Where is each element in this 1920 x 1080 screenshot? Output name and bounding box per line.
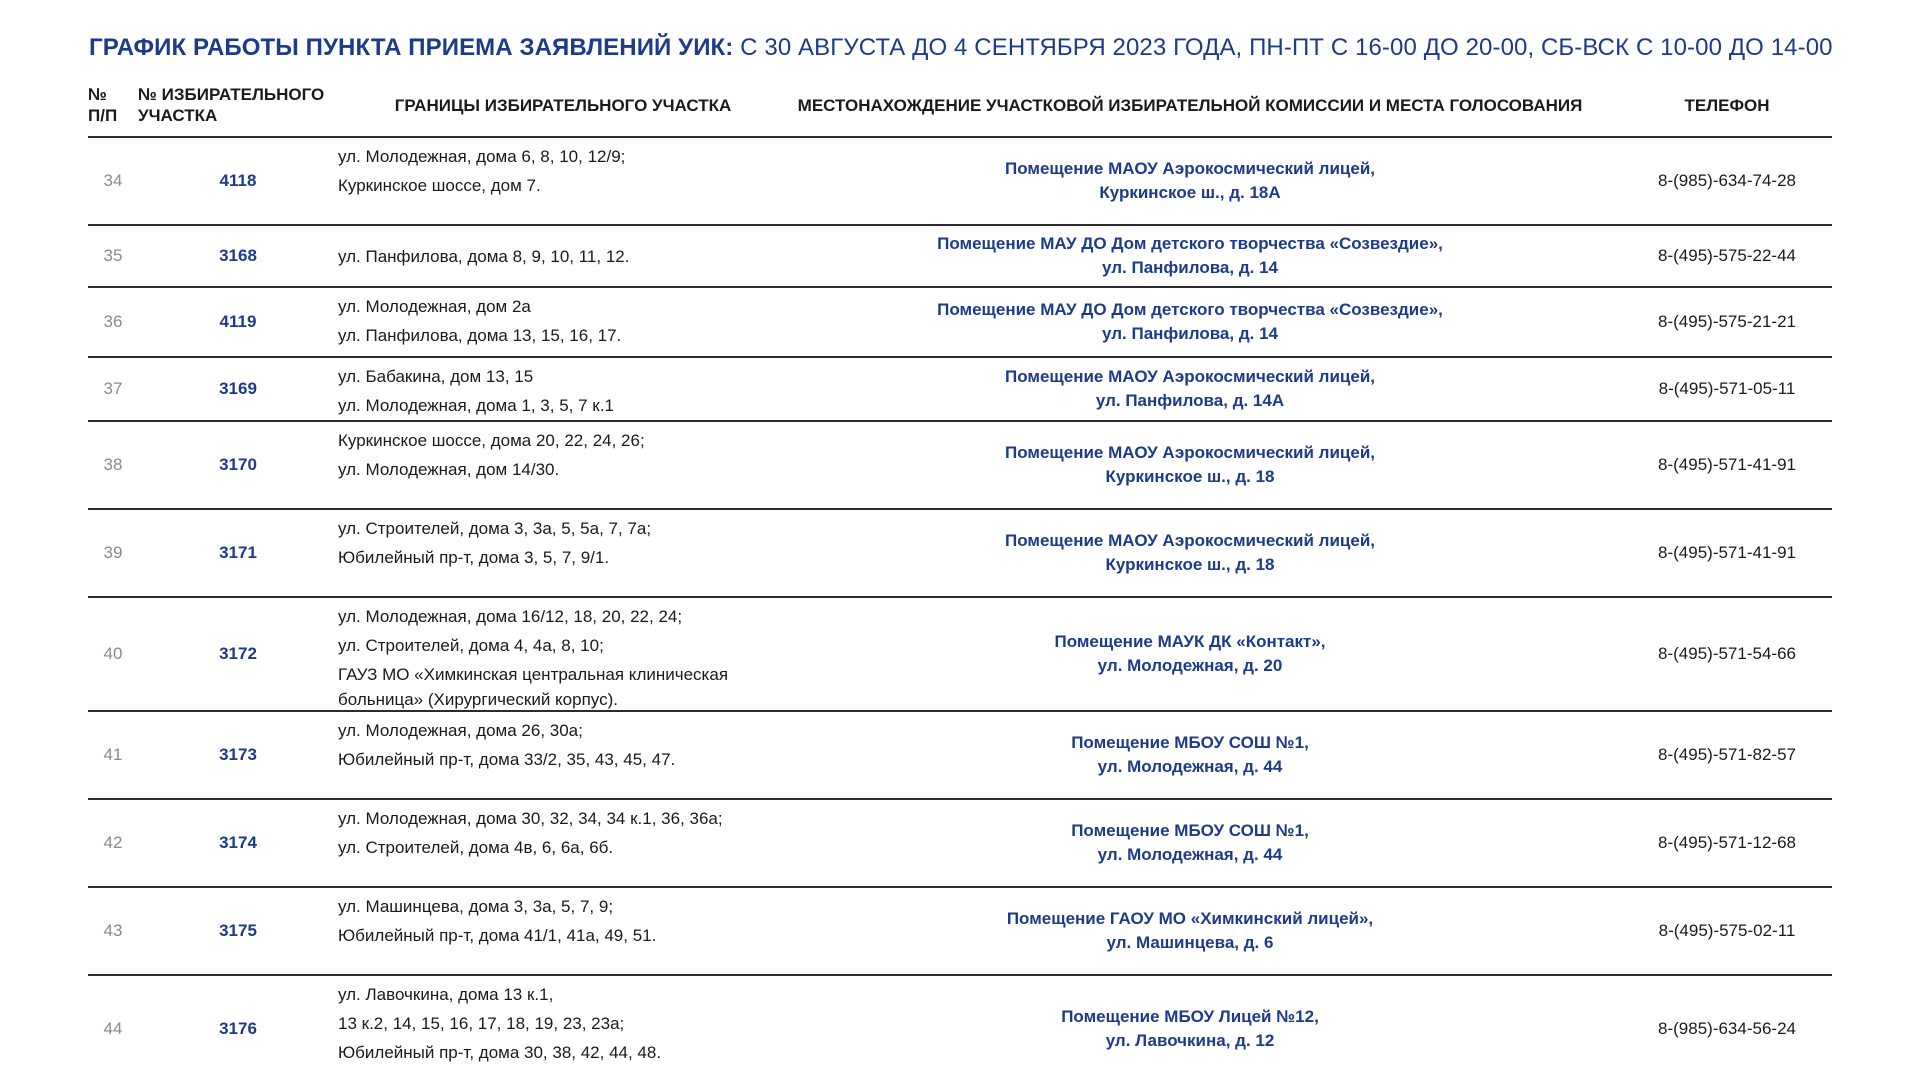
commission-location (758, 287, 1622, 357)
boundary-line: Куркинское шоссе, дома 20, 22, 24, 26; (338, 431, 645, 450)
location-line: Помещение МАУ ДО Дом детского творчества «Созвездие», (937, 300, 1443, 319)
table-row (88, 287, 1832, 357)
location-line: Куркинское ш., д. 18А (1099, 183, 1281, 202)
page-title (89, 32, 1833, 64)
commission-location (758, 975, 1622, 1080)
header-num-line1: № (88, 85, 107, 104)
header-location: МЕСТОНАХОЖДЕНИЕ УЧАСТКОВОЙ ИЗБИРАТЕЛЬНОЙ КОМИССИИ И МЕСТА ГОЛОСОВАНИЯ (758, 74, 1622, 137)
table-body (88, 137, 1832, 1080)
boundary-line: ул. Молодежная, дома 30, 32, 34, 34 к.1, 36, 36а; (338, 809, 723, 828)
header-bounds: ГРАНИЦЫ ИЗБИРАТЕЛЬНОГО УЧАСТКА (338, 74, 758, 137)
location-line: Помещение ГАОУ МО «Химкинский лицей», (1006, 909, 1374, 928)
uik-number: 4118 (138, 137, 338, 225)
phone-number: 8-(495)-571-12-68 (1622, 799, 1832, 887)
boundary-line: Юбилейный пр-т, дома 41/1, 41а, 49, 51. (338, 926, 657, 945)
boundary-line: ул. Машинцева, дома 3, 3а, 5, 7, 9; (338, 897, 614, 916)
header-uik (138, 74, 338, 137)
phone-number: 8-(985)-634-74-28 (1622, 137, 1832, 225)
precinct-boundaries (338, 711, 758, 799)
commission-location (758, 509, 1622, 597)
table-row (88, 799, 1832, 887)
boundary-line: ул. Строителей, дома 3, 3а, 5, 5а, 7, 7а; (338, 519, 652, 538)
boundary-line: ул. Молодежная, дома 6, 8, 10, 12/9; (338, 147, 626, 166)
uik-number: 3168 (138, 225, 338, 287)
boundary-line: ул. Панфилова, дома 13, 15, 16, 17. (338, 326, 622, 345)
title-schedule: С 30 АВГУСТА ДО 4 СЕНТЯБРЯ 2023 ГОДА, ПН-ПТ С 16-00 ДО 20-00, СБ-ВСК С 10-00 ДО 14-00 (733, 34, 1833, 61)
row-number: 35 (88, 225, 138, 287)
row-number: 43 (88, 887, 138, 975)
commission-location (758, 421, 1622, 509)
uik-number: 3170 (138, 421, 338, 509)
boundary-line: ГАУЗ МО «Химкинская центральная клиническая (338, 665, 729, 684)
table-row (88, 975, 1832, 1080)
row-number: 42 (88, 799, 138, 887)
commission-location (758, 357, 1622, 421)
precinct-boundaries (338, 421, 758, 509)
commission-location (758, 137, 1622, 225)
table-row (88, 357, 1832, 421)
boundary-line: Юбилейный пр-т, дома 33/2, 35, 43, 45, 47. (338, 750, 676, 769)
uik-number: 3173 (138, 711, 338, 799)
boundary-line: ул. Молодежная, дома 16/12, 18, 20, 22, 24; (338, 607, 683, 626)
header-uik-line1: № ИЗБИРАТЕЛЬНОГО (138, 85, 325, 104)
commission-location (758, 711, 1622, 799)
title-bold: ГРАФИК РАБОТЫ ПУНКТА ПРИЕМА ЗАЯВЛЕНИЙ УИК: (89, 34, 734, 61)
location-line: Куркинское ш., д. 18 (1105, 467, 1275, 486)
boundary-line: ул. Строителей, дома 4, 4а, 8, 10; (338, 636, 604, 655)
location-line: ул. Панфилова, д. 14А (1095, 391, 1285, 410)
precinct-boundaries (338, 137, 758, 225)
location-line: Помещение МАОУ Аэрокосмический лицей, (1005, 159, 1375, 178)
phone-number: 8-(495)-571-54-66 (1622, 597, 1832, 711)
location-line: Помещение МАУ ДО Дом детского творчества «Созвездие», (937, 234, 1443, 253)
commission-location (758, 799, 1622, 887)
row-number: 34 (88, 137, 138, 225)
location-line: Помещение МБОУ СОШ №1, (1071, 733, 1309, 752)
commission-location (758, 887, 1622, 975)
table-row (88, 597, 1832, 711)
boundary-line: ул. Молодежная, дома 1, 3, 5, 7 к.1 (338, 396, 614, 415)
location-line: ул. Машинцева, д. 6 (1106, 933, 1274, 952)
precinct-boundaries (338, 287, 758, 357)
location-line: ул. Панфилова, д. 14 (1102, 258, 1278, 277)
row-number: 41 (88, 711, 138, 799)
header-num (88, 74, 138, 137)
precinct-boundaries (338, 597, 758, 711)
phone-number: 8-(495)-571-05-11 (1622, 357, 1832, 421)
commission-location (758, 597, 1622, 711)
table-row (88, 137, 1832, 225)
table-row (88, 509, 1832, 597)
location-line: ул. Молодежная, д. 44 (1097, 757, 1283, 776)
table-row (88, 711, 1832, 799)
boundary-line: ул. Молодежная, дома 26, 30а; (338, 721, 583, 740)
location-line: ул. Панфилова, д. 14 (1102, 324, 1278, 343)
location-line: Помещение МБОУ Лицей №12, (1061, 1007, 1319, 1026)
phone-number: 8-(495)-575-21-21 (1622, 287, 1832, 357)
uik-number: 4119 (138, 287, 338, 357)
boundary-line: ул. Молодежная, дом 14/30. (338, 460, 560, 479)
uik-number: 3172 (138, 597, 338, 711)
location-line: ул. Молодежная, д. 44 (1097, 845, 1283, 864)
uik-number: 3171 (138, 509, 338, 597)
location-line: ул. Лавочкина, д. 12 (1105, 1031, 1275, 1050)
phone-number: 8-(495)-571-41-91 (1622, 421, 1832, 509)
row-number: 38 (88, 421, 138, 509)
row-number: 37 (88, 357, 138, 421)
boundary-line: ул. Строителей, дома 4в, 6, 6а, 6б. (338, 838, 614, 857)
location-line: ул. Молодежная, д. 20 (1097, 656, 1283, 675)
location-line: Помещение МАУК ДК «Контакт», (1054, 632, 1326, 651)
phone-number: 8-(985)-634-56-24 (1622, 975, 1832, 1080)
boundary-line: ул. Бабакина, дом 13, 15 (338, 367, 534, 386)
table-row (88, 421, 1832, 509)
uik-number: 3175 (138, 887, 338, 975)
precinct-boundaries (338, 799, 758, 887)
boundary-line: Куркинское шоссе, дом 7. (338, 176, 541, 195)
phone-number: 8-(495)-575-22-44 (1622, 225, 1832, 287)
boundary-line: больница» (Хирургический корпус). (338, 690, 618, 709)
table-header (88, 74, 1832, 137)
header-num-line2: П/П (88, 106, 118, 125)
boundary-line: ул. Панфилова, дома 8, 9, 10, 11, 12. (338, 246, 630, 266)
table-row (88, 225, 1832, 287)
boundary-line: ул. Молодежная, дом 2а (338, 297, 531, 316)
precinct-boundaries (338, 357, 758, 421)
commission-location (758, 225, 1622, 287)
boundary-line: Юбилейный пр-т, дома 3, 5, 7, 9/1. (338, 548, 610, 567)
location-line: Помещение МАОУ Аэрокосмический лицей, (1005, 531, 1375, 550)
row-number: 36 (88, 287, 138, 357)
location-line: Куркинское ш., д. 18 (1105, 555, 1275, 574)
table-row (88, 887, 1832, 975)
location-line: Помещение МБОУ СОШ №1, (1071, 821, 1309, 840)
location-line: Помещение МАОУ Аэрокосмический лицей, (1005, 443, 1375, 462)
polling-stations-table (88, 74, 1832, 1080)
precinct-boundaries (338, 975, 758, 1080)
uik-number: 3176 (138, 975, 338, 1080)
row-number: 44 (88, 975, 138, 1080)
boundary-line: Юбилейный пр-т, дома 30, 38, 42, 44, 48. (338, 1043, 662, 1062)
phone-number: 8-(495)-575-02-11 (1622, 887, 1832, 975)
row-number: 40 (88, 597, 138, 711)
phone-number: 8-(495)-571-82-57 (1622, 711, 1832, 799)
precinct-boundaries (338, 225, 758, 287)
header-uik-line2: УЧАСТКА (138, 106, 218, 125)
phone-number: 8-(495)-571-41-91 (1622, 509, 1832, 597)
precinct-boundaries (338, 887, 758, 975)
row-number: 39 (88, 509, 138, 597)
location-line: Помещение МАОУ Аэрокосмический лицей, (1005, 367, 1375, 386)
uik-number: 3169 (138, 357, 338, 421)
boundary-line: 13 к.2, 14, 15, 16, 17, 18, 19, 23, 23а; (338, 1014, 625, 1033)
header-phone: ТЕЛЕФОН (1622, 74, 1832, 137)
boundary-line: ул. Лавочкина, дома 13 к.1, (338, 985, 554, 1004)
uik-number: 3174 (138, 799, 338, 887)
precinct-boundaries (338, 509, 758, 597)
